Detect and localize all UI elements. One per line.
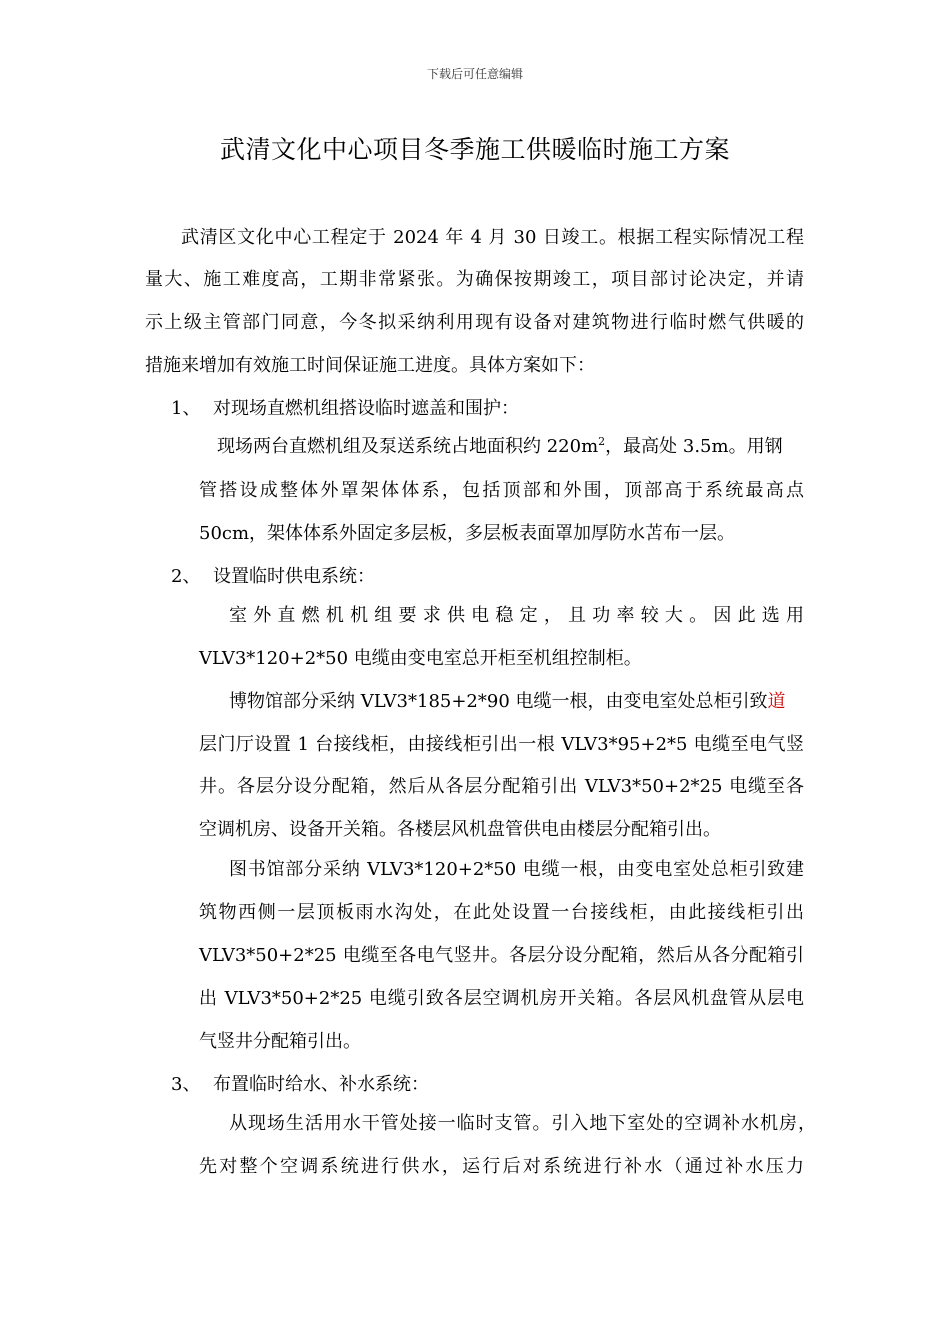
section-number: 1、	[171, 398, 201, 419]
body-line: 井。各层分设分配箱，然后从各层分配箱引出 VLV3*50+2*25 电缆至各	[199, 776, 804, 797]
section-number: 2、	[171, 566, 201, 587]
body-line	[217, 433, 783, 461]
intro-line: 措施来增加有效施工时间保证施工进度。具体方案如下：	[145, 355, 595, 376]
page-header: 下载后可任意编辑	[426, 67, 523, 81]
body-line: 气竖井分配箱引出。	[199, 1031, 361, 1052]
body-line: 50cm，架体体系外固定多层板，多层板表面罩加厚防水苫布一层。	[199, 523, 736, 544]
body-line	[229, 688, 786, 716]
intro-line: 武清区文化中心工程定于 2024 年 4 月 30 日竣工。根据工程实际情况工程	[181, 227, 804, 248]
body-line: 室外直燃机机组要求供电稳定，且功率较大。因此选用	[229, 605, 804, 626]
body-line: 空调机房、设备开关箱。各楼层风机盘管供电由楼层分配箱引出。	[199, 819, 721, 840]
body-line: 层门厅设置 1 台接线柜，由接线柜引出一根 VLV3*95+2*5 电缆至电气竖	[199, 734, 804, 755]
section-heading	[171, 1071, 429, 1099]
intro-line: 示上级主管部门同意，今冬拟采纳利用现有设备对建筑物进行临时燃气供暖的	[145, 312, 804, 333]
body-line: VLV3*50+2*25 电缆至各电气竖井。各层分设分配箱，然后从各分配箱引	[199, 945, 804, 966]
intro-line: 量大、施工难度高，工期非常紧张。为确保按期竣工，项目部讨论决定，并请	[145, 269, 804, 290]
section-heading-text: 对现场直燃机组搭设临时遮盖和围护：	[213, 398, 519, 419]
section-heading-text: 布置临时给水、补水系统：	[213, 1074, 429, 1095]
body-line: 先对整个空调系统进行供水，运行后对系统进行补水（通过补水压力	[199, 1156, 804, 1177]
body-line: VLV3*120+2*50 电缆由变电室总开柜至机组控制柜。	[199, 648, 642, 669]
body-line: 图书馆部分采纳 VLV3*120+2*50 电缆一根，由变电室处总柜引致建	[229, 859, 804, 880]
body-line: 出 VLV3*50+2*25 电缆引致各层空调机房开关箱。各层风机盘管从层电	[199, 988, 804, 1009]
body-line: 管搭设成整体外罩架体体系，包括顶部和外围，顶部高于系统最高点	[199, 480, 804, 501]
superscript: 2	[598, 435, 606, 448]
section-heading	[171, 563, 375, 591]
section-heading-text: 设置临时供电系统：	[213, 566, 375, 587]
body-line: 从现场生活用水干管处接一临时支管。引入地下室处的空调补水机房，	[229, 1113, 816, 1134]
body-text: ，最高处 3.5m。用钢	[605, 436, 783, 457]
highlighted-text: 道	[767, 691, 786, 712]
body-line: 筑物西侧一层顶板雨水沟处，在此处设置一台接线柜，由此接线柜引出	[199, 902, 804, 923]
body-text: 现场两台直燃机组及泵送系统占地面积约 220m	[217, 436, 599, 457]
section-number: 3、	[171, 1074, 201, 1095]
page-title: 武清文化中心项目冬季施工供暖临时施工方案	[219, 135, 730, 164]
body-text: 博物馆部分采纳 VLV3*185+2*90 电缆一根，由变电室处总柜引致	[229, 691, 768, 712]
section-heading	[171, 395, 519, 423]
